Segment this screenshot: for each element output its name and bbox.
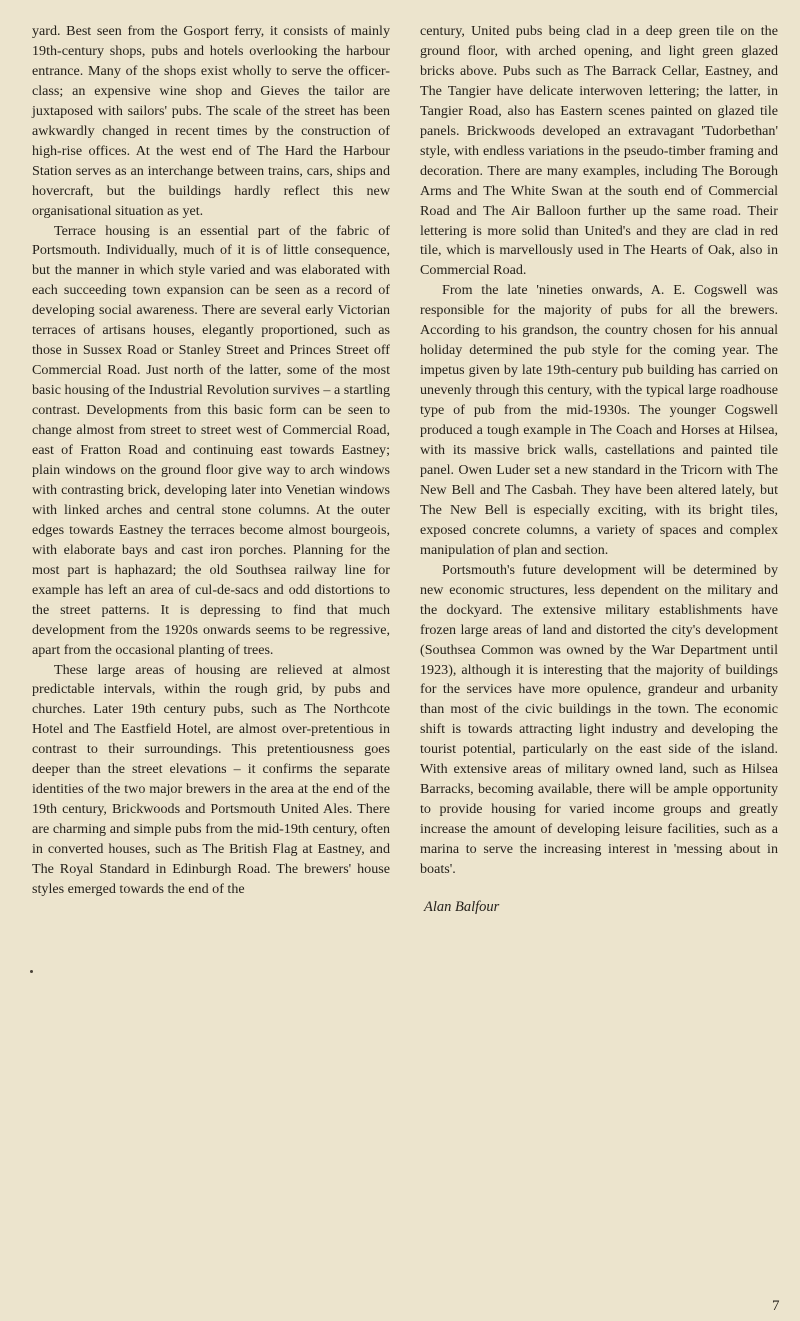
ink-speck: [30, 970, 33, 973]
paragraph-future-development: Portsmouth's future development will be determined by new economic structures, less dependent on the military and the dockyard. The extensive military establishments have frozen large areas of land and distorted the city's development (Southsea Common was owned by the War Department until 1923), although it is interesting that the majority of buildings for the services have more opulence, grandeur and urbanity than most of the civic buildings in the town. The economic shift is towards attracting light industry and developing the tourist potential, particularly on the east side of the island. With extensive areas of military owned land, such as Hilsea Barracks, becoming available, there will be ample opportunity to provide housing for varied income groups and greatly increase the amount of developing leisure facilities, such as a marina to serve the increasing interest in 'messing about in boats'.: [420, 561, 778, 878]
paragraph-terrace-housing: Terrace housing is an essential part of the fabric of Portsmouth. Individually, much of it is of little consequence, but the manner in which style varied and was elaborated with each succeeding town expansion can be seen as a record of developing social awareness. There are several early Victorian terraces of artisans houses, elegantly proportioned, such as those in Sussex Road or Stanley Street and Princes Street off Commercial Road. Just north of the latter, some of the most basic housing of the Industrial Revolution survives – a startling contrast. Developments from this basic form can be seen to change almost from street to street west of Commercial Road, east of Fratton Road and continuing east towards Eastney; plain windows on the ground floor give way to arch windows with contrasting brick, developing later into Venetian windows with linked arches and central stone columns. At the outer edges towards Eastney the terraces become almost bourgeois, with elaborate bays and cast iron porches. Planning for the most part is haphazard; the old Southsea railway line for example has left an area of cul-de-sacs and odd distortions to the street patterns. It is depressing to find that much development from the 1920s onwards seems to be regressive, apart from the occasional planting of trees.: [32, 222, 390, 658]
paragraph-cogswell: From the late 'nineties onwards, A. E. Cogswell was responsible for the majority of pubs for all the brewers. According to his grandson, the country chosen for his annual holiday determined the pub style for the coming year. The impetus given by late 19th-century pub building has carried on unevenly through this century, with the typical large roadhouse type of pub from the mid-1930s. The younger Cogswell produced a tough example in The Coach and Horses at Hilsea, with its massive brick walls, castellations and painted tile panel. Owen Luder set a new standard in the Tricorn with The New Bell and The Casbah. They have been altered lately, but The New Bell is especially exciting, with its bright tiles, exposed concrete columns, a variety of spaces and complex manipulation of plan and section.: [420, 282, 778, 558]
left-column: [32, 22, 390, 900]
author-signature: Alan Balfour: [424, 898, 500, 915]
right-column: [420, 22, 778, 916]
paragraph-pubs-and-churches: These large areas of housing are relieved at almost predictable intervals, within the rough grid, by pubs and churches. Later 19th century pubs, such as The Northcote Hotel and The Eastfield Hotel, are almost over-pretentious in contrast to their surroundings. This pretentiousness goes deeper than the street elevations – it confirms the separate identities of the two major brewers in the area at the end of the 19th century, Brickwoods and Portsmouth United Ales. There are charming and simple pubs from the mid-19th century, often in converted houses, such as The British Flag at Eastney, and The Royal Standard in Edinburgh Road. The brewers' house styles emerged towards the end of the: [32, 661, 390, 897]
paragraph-brewer-house-styles: century, United pubs being clad in a deep green tile on the ground floor, with arched opening, and light green glazed bricks above. Pubs such as The Barrack Cellar, Eastney, and The Tangier have delicate interwoven lettering; the latter, in Tangier Road, also has Eastern scenes painted on glazed tile panels. Brickwoods developed an extravagant 'Tudorbethan' style, with endless variations in the pseudo-timber framing and decoration. There are many examples, including The Borough Arms and The White Swan at the south end of Commercial Road and The Air Balloon further up the same road. Their lettering is more solid than United's and they are clad in red tile, which is marvellously used in The Hearts of Oak, also in Commercial Road.: [420, 23, 778, 279]
paragraph-the-hard: yard. Best seen from the Gosport ferry, it consists of mainly 19th-century shops, pubs and hotels overlooking the harbour entrance. Many of the shops exist wholly to serve the officer-class; an expensive wine shop and Gieves the tailor are juxtaposed with sailors' pubs. The scale of the street has been awkwardly changed in recent times by the construction of high-rise offices. At the west end of The Hard the Harbour Station serves as an interchange between trains, cars, ships and hovercraft, but the buildings hardly reflect this new organisational situation as yet.: [32, 23, 390, 219]
page-number: 7: [772, 1298, 780, 1314]
